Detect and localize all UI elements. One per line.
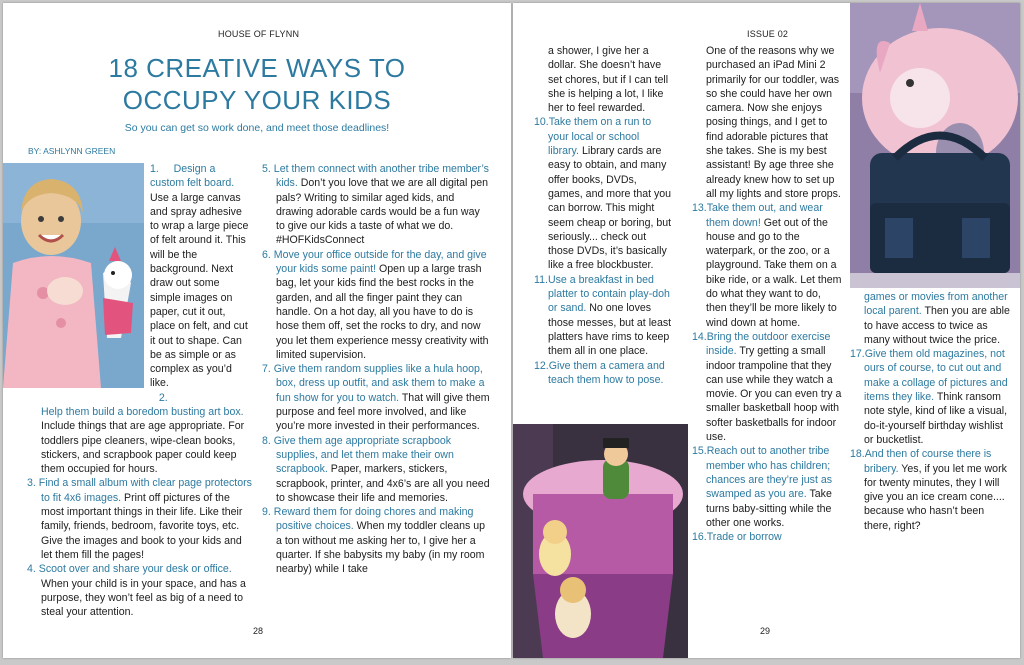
list-item-18	[850, 447, 1010, 533]
list-item-16	[692, 530, 842, 544]
item-body: Don’t you love that we are all digital pen pals? Writing to similar aged kids, and drawing adorable cards would be a fun way to give our kids a taste of what we do. #HOFKidsConnect	[276, 177, 489, 247]
item-heading: Give them random supplies like a hula hoop, box, dress up outfit, and ask them to make a fun show for you to watch.	[273, 363, 485, 404]
page-number: 28	[253, 626, 264, 636]
item-heading: Give them age appropriate scrapbook supplies, and let them make their own scrapbook.	[273, 434, 454, 476]
text-column-5	[850, 290, 1010, 533]
girl-photo	[3, 163, 144, 388]
item-heading: And then of course there is bribery.	[864, 448, 992, 475]
text-column-2	[262, 162, 490, 577]
unicorn-bag-illustration	[850, 3, 1020, 288]
item-body: No one loves those messes, but at least platters have rims to keep them all in one place.	[548, 302, 672, 358]
list-item-8	[262, 434, 490, 505]
page-number: 29	[760, 626, 771, 636]
text-column-3	[534, 44, 672, 387]
magazine-header: HOUSE OF FLYNN	[218, 29, 300, 39]
unicorn-bag-photo	[850, 3, 1020, 288]
item-body: Print off pictures of the most important things in their life. Like their family, friends, bedroom, favorite toys, etc. Give the images and book to your kids and let them fill the pages!	[41, 491, 243, 561]
byline: BY: ASHLYNN GREEN	[28, 146, 116, 156]
item-number: 4.	[27, 563, 36, 576]
list-item-12	[534, 359, 672, 388]
item-body: Use a large canvas and spray adhesive to wrap a large piece of felt around it. This will be the background. Next draw out some simple images on paper, cut it out, place on felt, and cut it out to shape. Can be as simple or as complex as you’d like.	[150, 191, 249, 390]
article-title-line1: 18 CREATIVE WAYS TO	[108, 53, 406, 83]
list-item-9	[262, 505, 490, 576]
list-item-3	[27, 476, 255, 562]
right-page	[513, 3, 1020, 658]
item-body: Library cards are easy to obtain, and many offer books, DVDs, games, and more that you can borrow. This might seem cheap or boring, but seriously... check out those DVDs, it’s basically like a free blockbuster.	[548, 145, 672, 272]
item-number: 12.	[534, 359, 549, 372]
list-item-16-continued	[850, 290, 1010, 347]
item-number: 9.	[262, 506, 271, 519]
item-number: 14.	[692, 330, 707, 343]
item-heading: Help them build a boredom busting art box.	[41, 406, 244, 418]
item-heading: Move your office outside for the day, and give your kids some paint!	[273, 248, 487, 276]
item-body: Open up a large trash bag, let your kids find the best rocks in the garden, and all the finger paint they can handle. On a hot day, all you have to do is hose them off, set the rocks to dry, and now you let them experience messy creativity with limited supervision.	[276, 263, 489, 361]
item-heading: Take them out, and wear them down!	[706, 202, 823, 229]
item-body: That will give them purpose and feel more involved, and like you’re more invested in their performances.	[276, 391, 490, 433]
item-number: 13.	[692, 202, 707, 215]
item-heading: games or movies from another local parent.	[864, 291, 1008, 318]
item-number: 2.	[158, 391, 168, 404]
list-item-15	[692, 444, 842, 530]
item-heading: Take them on a run to your local or school library.	[548, 116, 652, 158]
item-number: 6.	[262, 248, 271, 261]
item-number: 3.	[27, 477, 36, 490]
list-item-6	[262, 248, 490, 362]
toys-photo-illustration	[513, 424, 688, 658]
item-heading: Find a small album with clear page protectors to fit 4x6 images.	[38, 477, 252, 504]
list-item-2	[27, 405, 255, 476]
list-item-2-heading	[150, 391, 250, 405]
article-subtitle: So you can get so work done, and meet those deadlines!	[124, 122, 390, 134]
item-number: 17.	[850, 348, 865, 361]
item-number: 7.	[262, 363, 271, 376]
item-heading: Reward them for doing chores and making positive choices.	[273, 506, 474, 533]
item-number: 16.	[692, 531, 707, 544]
item-heading: Reach out to another tribe member who has children; chances are they’re just as swamped as you are.	[706, 445, 833, 501]
article-title-line2: OCCUPY YOUR KIDS	[122, 85, 392, 115]
left-page	[3, 3, 511, 658]
item-body: Think ransom note style, kind of like a visual, do-it-yourself birthday wishlist or bucketlist.	[864, 391, 1008, 446]
item-body: Yes, if you let me work for twenty minutes, they I will give you an ice cream cone.... because who hasn’t been there, right?	[864, 462, 1007, 532]
list-item-7	[262, 362, 490, 433]
item-body: Get out of the house and go to the waterpark, or the zoo, or a playground. Take them on a bike ride, or a walk. Let them do what they want to do, then they’ll be more likely to wind down at home.	[706, 216, 842, 329]
item-heading: Bring the outdoor exercise inside.	[706, 330, 831, 358]
list-item-10	[534, 115, 672, 272]
list-item-1	[150, 162, 250, 391]
item-heading: Design a custom felt board.	[150, 163, 235, 190]
item-body: Try getting a small indoor trampoline that they can use while they watch a movie. Or you can even try a smaller basketball hoop with softer basketballs for indoor use.	[706, 345, 842, 444]
list-item-4	[27, 562, 255, 619]
item-number: 18.	[850, 448, 865, 461]
girl-photo-illustration	[3, 163, 144, 388]
item-body: Paper, markers, stickers, scrapbook, printer, and 4x6’s are all you need to showcase their life and memories.	[276, 463, 490, 504]
list-item-9-continued: a shower, I give her a dollar. She doesn’t have set chores, but if I can tell she is helping a lot, I like her to feel rewarded.	[548, 45, 669, 115]
item-heading: Scoot over and share your desk or office.	[38, 563, 232, 576]
toys-photo	[513, 424, 688, 658]
item-heading: Give them old magazines, not ours of course, to cut out and make a collage of pictures and items they like.	[864, 348, 1008, 404]
item-body: Then you are able to have access to twice as many without twice the price.	[864, 305, 1010, 346]
item-number: 10.	[534, 116, 549, 129]
text-column-1	[150, 162, 250, 405]
item-body: Take turns baby-sitting while the other one works.	[706, 488, 832, 529]
item-heading: Use a breakfast in bed platter to contain play-doh or sand.	[547, 273, 670, 315]
item-number: 15.	[692, 445, 707, 458]
item-number: 5.	[262, 163, 271, 175]
list-item-11	[534, 273, 672, 359]
issue-header: ISSUE 02	[747, 29, 789, 39]
item-number: 1.	[150, 163, 159, 175]
item-body: Include things that are age appropriate. For toddlers pipe cleaners, wipe-clean books, stickers, and scrapbook paper could keep them occupied for hours.	[41, 420, 245, 476]
list-item-14	[692, 330, 842, 444]
item-body: When my toddler cleans up a ton without me asking her to, I give her a quarter. If she babysits my baby (in my room nearby) while I take	[276, 520, 486, 576]
text-column-1-lower	[27, 405, 255, 619]
item-heading: Trade or borrow	[706, 531, 782, 544]
item-number: 11.	[534, 273, 548, 286]
list-item-17	[850, 347, 1010, 447]
item-body: When your child is in your space, and has a purpose, they won’t feel as big of a need to steal your attention.	[41, 577, 246, 619]
text-column-4	[692, 44, 842, 544]
item-heading: Let them connect with another tribe member’s kids.	[273, 163, 489, 190]
list-item-5	[262, 162, 490, 248]
list-item-13	[692, 201, 842, 330]
item-heading: Give them a camera and teach them how to pose.	[548, 359, 665, 386]
list-item-12-continued: One of the reasons why we purchased an iPad Mini 2 primarily for our toddler, was so she could have her own camera. Now she enjoys posing things, and I get to find adorable pictures that she takes. She is my best assistant! By age three she already knew how to set up all my lights and store props.	[706, 45, 841, 200]
item-number: 8.	[262, 434, 271, 447]
